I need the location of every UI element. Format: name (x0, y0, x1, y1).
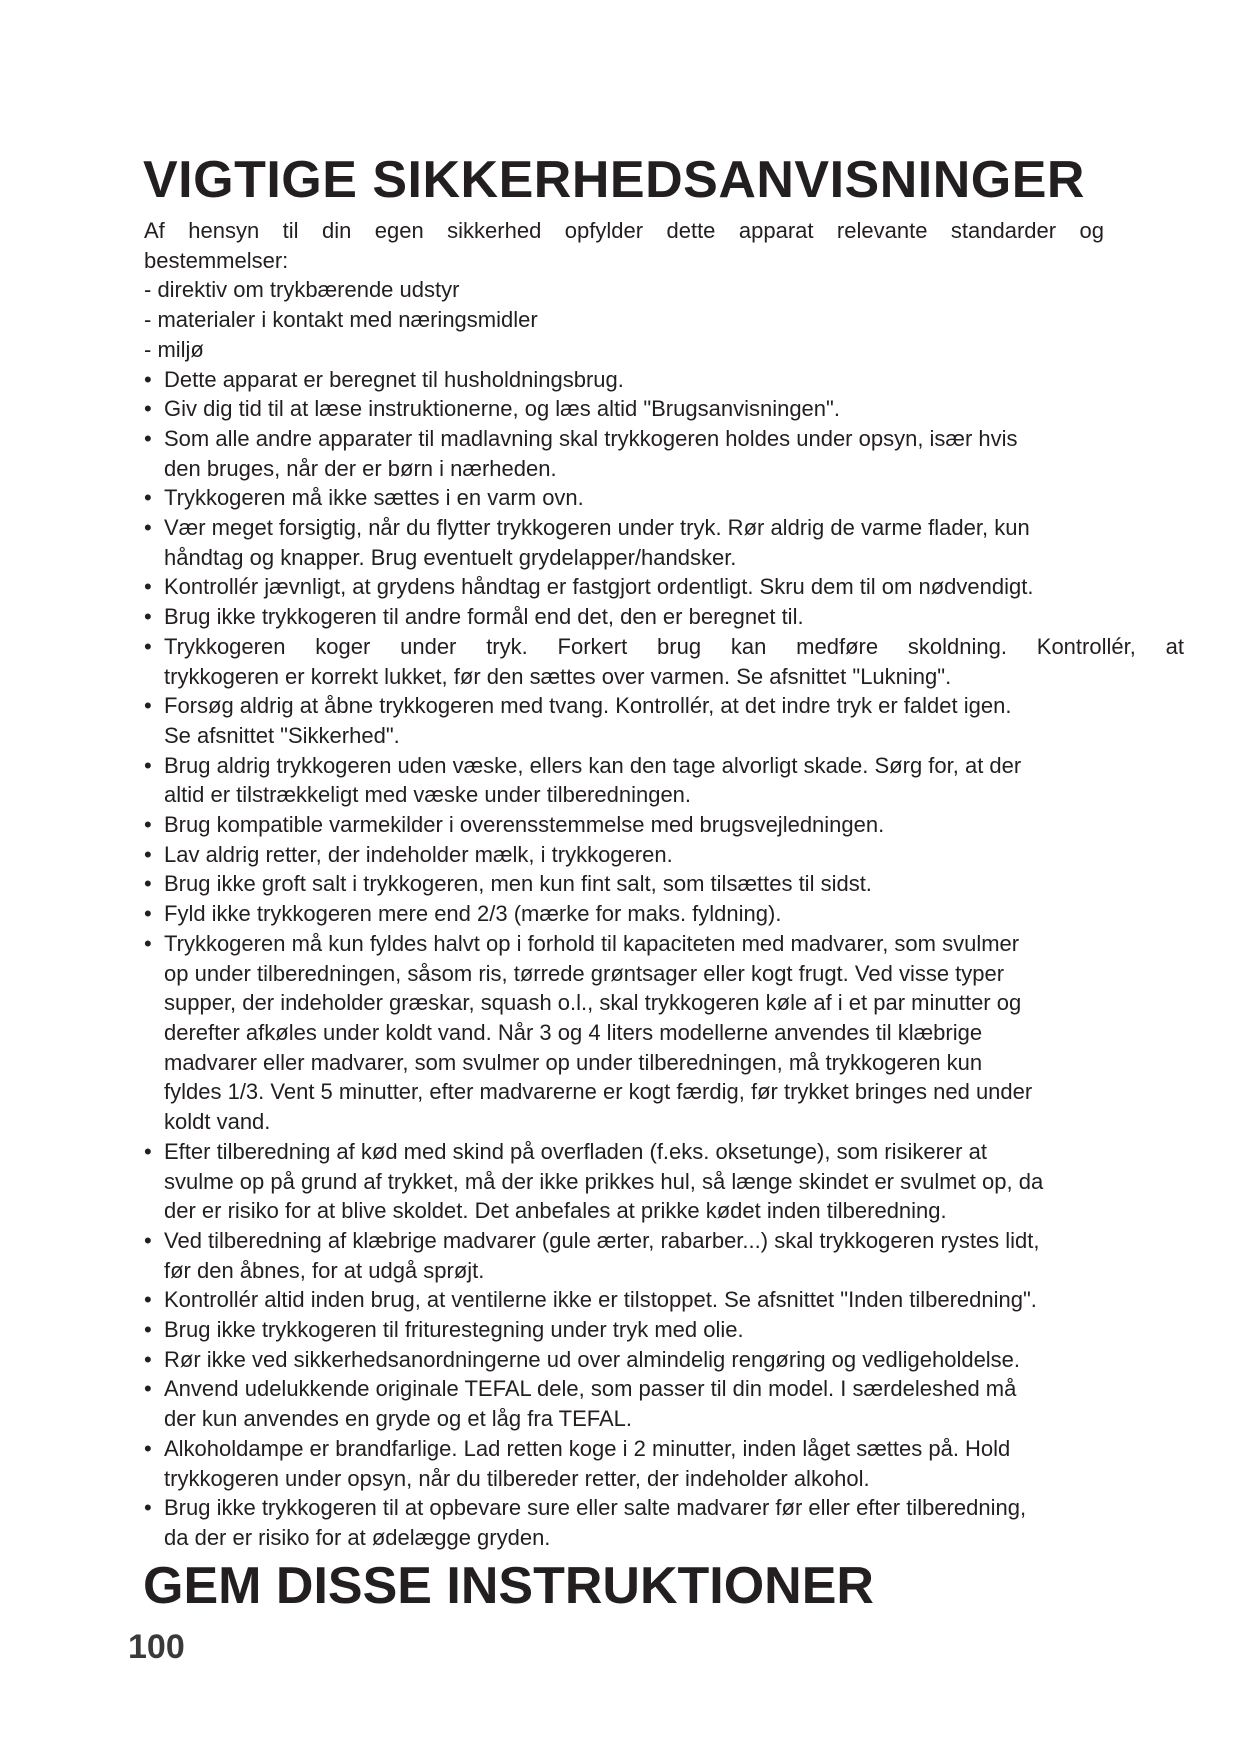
page-number: 100 (128, 1628, 185, 1666)
standard-item: - miljø (144, 336, 204, 362)
list-item-line: den bruges, når der er børn i nærheden. (164, 455, 557, 481)
bullet-icon: • (144, 633, 152, 659)
list-item (144, 899, 1184, 929)
list-item-line: Giv dig tid til at læse instruktionerne, og læs altid "Brugsanvisningen". (164, 396, 840, 422)
list-item-line: Brug ikke trykkogeren til friturestegning under tryk med olie. (164, 1317, 744, 1343)
list-item-line: Vær meget forsigtig, når du flytter trykkogeren under tryk. Rør aldrig de varme flader, kun (164, 515, 1030, 541)
bullet-icon: • (144, 901, 152, 927)
bullet-icon: • (144, 1346, 152, 1372)
list-item-line: håndtag og knapper. Brug eventuelt grydelapper/handsker. (164, 544, 737, 570)
bullet-icon: • (144, 396, 152, 422)
intro-line: Af hensyn til din egen sikkerhed opfylder dette apparat relevante standarder og (144, 218, 1104, 243)
bullet-icon: • (144, 485, 152, 511)
list-item (144, 424, 1184, 483)
bullet-icon: • (144, 752, 152, 778)
list-item (144, 513, 1184, 572)
list-item-line: Kontrollér jævnligt, at grydens håndtag er fastgjort ordentligt. Skru dem til om nødvendigt. (164, 574, 1034, 600)
list-item-line: Trykkogeren må ikke sættes i en varm ovn. (164, 485, 584, 511)
list-item-line: Kontrollér altid inden brug, at ventilerne ikke er tilstoppet. Se afsnittet "Inden tilberedning". (164, 1287, 1037, 1313)
list-item (144, 632, 1184, 691)
bullet-icon: • (144, 1138, 152, 1164)
list-item-line: Fyld ikke trykkogeren mere end 2/3 (mærke for maks. fyldning). (164, 901, 782, 927)
list-item-line: Brug kompatible varmekilder i overensstemmelse med brugsvejledningen. (164, 812, 885, 838)
bullet-icon: • (144, 1227, 152, 1253)
list-item (144, 602, 1184, 632)
list-item (144, 929, 1184, 1137)
standard-item: - direktiv om trykbærende udstyr (144, 277, 460, 303)
list-item-line: op under tilberedningen, såsom ris, tørrede grøntsager eller kogt frugt. Ved visse typer (164, 960, 1005, 986)
page-title: VIGTIGE SIKKERHEDSANVISNINGER (143, 151, 1085, 209)
list-item-line: Rør ikke ved sikkerhedsanordningerne ud over almindelig rengøring og vedligeholdelse. (164, 1346, 1021, 1372)
list-item (144, 1434, 1184, 1493)
bullet-icon: • (144, 693, 152, 719)
list-item-line: Trykkogeren koger under tryk. Forkert brug kan medføre skoldning. Kontrollér, at (164, 633, 1184, 659)
footer-title: GEM DISSE INSTRUKTIONER (143, 1557, 874, 1615)
bullet-icon: • (144, 930, 152, 956)
list-item (144, 365, 1184, 395)
intro-paragraph (144, 216, 1184, 275)
bullet-icon: • (144, 1435, 152, 1461)
list-item-line: derefter afkøles under koldt vand. Når 3 og 4 liters modellerne anvendes til klæbrige (164, 1019, 983, 1045)
list-item-line: supper, der indeholder græskar, squash o.l., skal trykkogeren køle af i et par minutter og (164, 990, 1022, 1016)
bullet-icon: • (144, 515, 152, 541)
list-item-line: Brug aldrig trykkogeren uden væske, ellers kan den tage alvorligt skade. Sørg for, at der (164, 752, 1022, 778)
list-item-line: Lav aldrig retter, der indeholder mælk, i trykkogeren. (164, 841, 673, 867)
list-item-line: svulme op på grund af trykket, må der ikke prikkes hul, så længe skindet er svulmet op, da (164, 1168, 1044, 1194)
list-item (144, 1137, 1184, 1226)
list-item (144, 483, 1184, 513)
list-item (144, 1226, 1184, 1285)
list-item-line: der er risiko for at blive skoldet. Det anbefales at prikke kødet inden tilberedning. (164, 1198, 947, 1224)
bullet-list (144, 365, 1184, 1553)
standard-item: - materialer i kontakt med næringsmidler (144, 307, 538, 333)
list-item (144, 751, 1184, 810)
list-item-line: trykkogeren er korrekt lukket, før den sættes over varmen. Se afsnittet "Lukning". (164, 663, 952, 689)
list-item-line: da der er risiko for at ødelægge gryden. (164, 1524, 551, 1550)
list-item (144, 1493, 1184, 1552)
list-item-line: madvarer eller madvarer, som svulmer op under tilberedningen, må trykkogeren kun (164, 1049, 983, 1075)
standards-list (144, 275, 1184, 364)
safety-instructions-body (144, 216, 1184, 1553)
list-item-line: Alkoholdampe er brandfarlige. Lad retten koge i 2 minutter, inden låget sættes på. Hold (164, 1435, 1011, 1461)
bullet-icon: • (144, 812, 152, 838)
list-item (144, 1285, 1184, 1315)
list-item-line: Ved tilberedning af klæbrige madvarer (gule ærter, rabarber...) skal trykkogeren rystes lidt, (164, 1227, 1040, 1253)
list-item (144, 572, 1184, 602)
bullet-icon: • (144, 1376, 152, 1402)
list-item-line: Dette apparat er beregnet til husholdningsbrug. (164, 366, 624, 392)
list-item-line: koldt vand. (164, 1109, 271, 1135)
list-item-line: der kun anvendes en gryde og et låg fra TEFAL. (164, 1406, 633, 1432)
bullet-icon: • (144, 1287, 152, 1313)
bullet-icon: • (144, 604, 152, 630)
list-item-line: Anvend udelukkende originale TEFAL dele, som passer til din model. I særdeleshed må (164, 1376, 1017, 1402)
bullet-icon: • (144, 1495, 152, 1521)
bullet-icon: • (144, 366, 152, 392)
list-item-line: Brug ikke trykkogeren til at opbevare sure eller salte madvarer før eller efter tilberedning, (164, 1495, 1027, 1521)
list-item (144, 840, 1184, 870)
list-item-line: Brug ikke groft salt i trykkogeren, men kun fint salt, som tilsættes til sidst. (164, 871, 872, 897)
bullet-icon: • (144, 871, 152, 897)
intro-line: bestemmelser: (144, 247, 289, 273)
list-item (144, 810, 1184, 840)
list-item-line: Forsøg aldrig at åbne trykkogeren med tvang. Kontrollér, at det indre tryk er faldet igen. (164, 693, 1012, 719)
list-item-line: trykkogeren under opsyn, når du tilbereder retter, der indeholder alkohol. (164, 1465, 870, 1491)
list-item-line: Se afsnittet "Sikkerhed". (164, 722, 400, 748)
list-item (144, 1345, 1184, 1375)
list-item-line: altid er tilstrækkeligt med væske under tilberedningen. (164, 782, 692, 808)
list-item (144, 394, 1184, 424)
list-item-line: Trykkogeren må kun fyldes halvt op i forhold til kapaciteten med madvarer, som svulmer (164, 930, 1020, 956)
list-item (144, 691, 1184, 750)
bullet-icon: • (144, 425, 152, 451)
bullet-icon: • (144, 841, 152, 867)
bullet-icon: • (144, 574, 152, 600)
list-item-line: fyldes 1/3. Vent 5 minutter, efter madvarerne er kogt færdig, før trykket bringes ned under (164, 1079, 1033, 1105)
list-item-line: Brug ikke trykkogeren til andre formål end det, den er beregnet til. (164, 604, 804, 630)
list-item-line: før den åbnes, for at udgå sprøjt. (164, 1257, 485, 1283)
bullet-icon: • (144, 1317, 152, 1343)
list-item (144, 1315, 1184, 1345)
list-item (144, 869, 1184, 899)
list-item-line: Efter tilberedning af kød med skind på overfladen (f.eks. oksetunge), som risikerer at (164, 1138, 987, 1164)
list-item-line: Som alle andre apparater til madlavning skal trykkogeren holdes under opsyn, især hvis (164, 425, 1018, 451)
list-item (144, 1374, 1184, 1433)
